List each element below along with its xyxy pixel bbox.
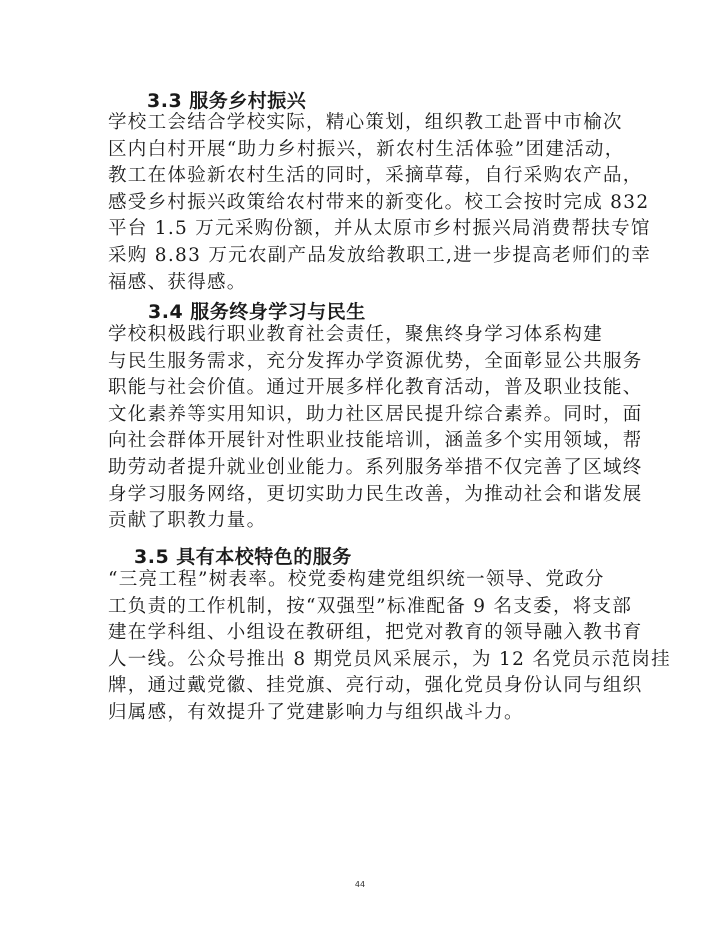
text-line: 向社会群体开展针对性职业技能培训，涵盖多个实用领域，帮 (108, 430, 643, 452)
text-line: 感受乡村振兴政策给农村带来的新变化。校工会按时完成 832 (108, 191, 650, 213)
section-paragraph-3-4 (108, 322, 643, 535)
text-line: 人一线。公众号推出 8 期党员风采展示，为 12 名党员示范岗挂 (108, 648, 671, 670)
text-line: 平台 1.5 万元采购份额，并从太原市乡村振兴局消费帮扶专馆 (108, 218, 651, 240)
section-paragraph-3-5 (108, 567, 671, 727)
text-line: 与民生服务需求，充分发挥办学资源优势，全面彰显公共服务 (108, 350, 643, 372)
section-heading-3-5: 3.5 具有本校特色的服务 (134, 546, 352, 568)
text-line: 教工在体验新农村生活的同时，采摘草莓，自行采购农产品， (108, 165, 643, 187)
text-line: 身学习服务网络，更切实助力民生改善，为推动社会和谐发展 (108, 483, 643, 505)
text-line: 学校工会结合学校实际，精心策划，组织教工赴晋中市榆次 (108, 112, 623, 133)
text-line: 工负责的工作机制，按“双强型”标准配备 9 名支委，将支部 (108, 595, 633, 617)
text-line: 建在学科组、小组设在教研组，把党对教育的领导融入教书育 (108, 622, 643, 644)
text-line: 贡献了职教力量。 (108, 510, 267, 532)
text-line: 职能与社会价值。通过开展多样化教育活动，普及职业技能、 (108, 377, 643, 399)
text-line: 文化素养等实用知识，助力社区居民提升综合素养。同时，面 (108, 403, 643, 425)
section-paragraph-3-3 (108, 110, 652, 296)
text-line: 归属感，有效提升了党建影响力与组织战斗力。 (108, 701, 524, 723)
text-line: 采购 8.83 万元农副产品发放给教职工,进一步提高老师们的幸 (108, 244, 652, 266)
text-line: 牌，通过戴党徽、挂党旗、亮行动，强化党员身份认同与组织 (108, 675, 643, 697)
section-heading-3-3: 3.3 服务乡村振兴 (147, 90, 307, 112)
text-line: 学校积极践行职业教育社会责任，聚焦终身学习体系构建 (108, 324, 604, 345)
text-line: 区内白村开展“助力乡村振兴，新农村生活体验”团建活动， (108, 138, 625, 160)
text-line: “三亮工程”树表率。校党委构建党组织统一领导、党政分 (108, 569, 605, 590)
page-number: 44 (354, 880, 366, 889)
section-heading-3-4: 3.4 服务终身学习与民生 (148, 301, 366, 323)
text-line: 福感、获得感。 (108, 271, 247, 293)
text-line: 助劳动者提升就业创业能力。系列服务举措不仅完善了区域终 (108, 456, 643, 478)
